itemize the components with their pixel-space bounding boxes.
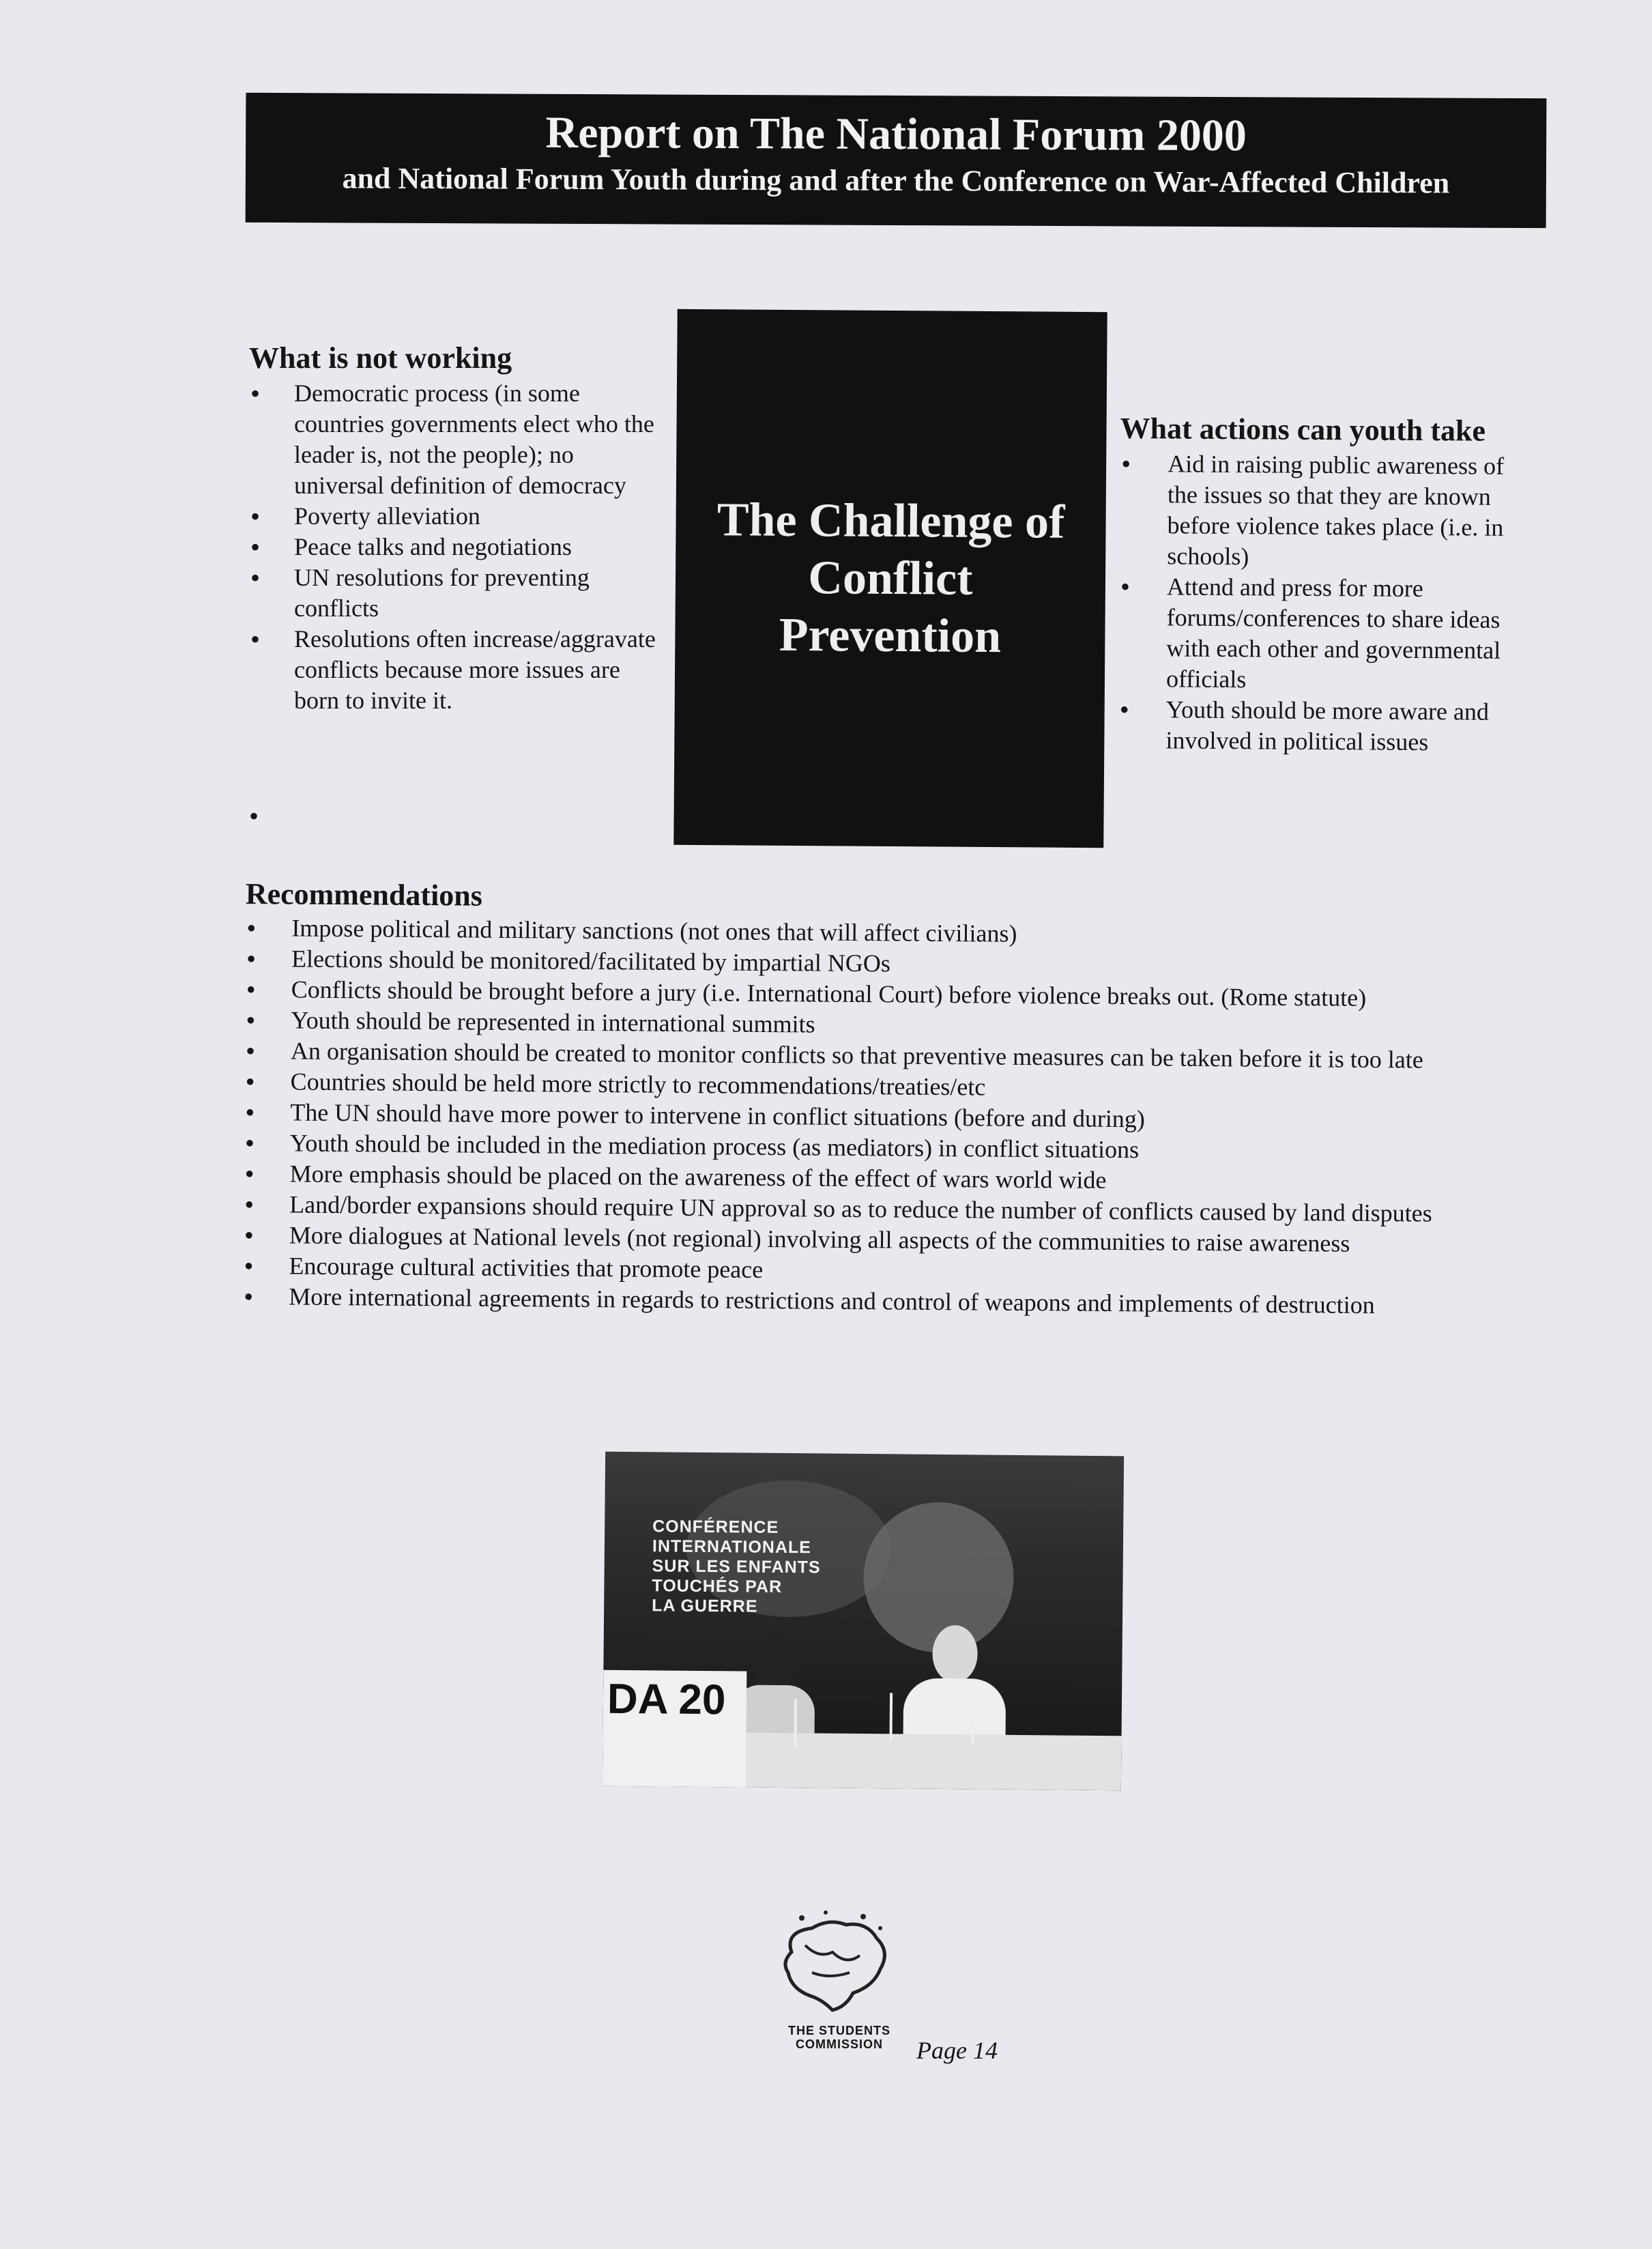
list-item: • Aid in raising public awareness of the issues so that they are known before violence takes place (i.e. in schools) — [1119, 448, 1529, 574]
not-working-heading: What is not working — [249, 341, 512, 375]
list-item: • Land/border expansions should require UN approval so as to reduce the number of conflicts caused by land disputes — [243, 1189, 1539, 1230]
list-item: • More emphasis should be placed on the awareness of the effect of wars world wide — [243, 1158, 1539, 1199]
list-item: • Poverty alleviation — [249, 501, 658, 532]
list-item: • More international agreements in regards to restrictions and control of weapons and implements of destruction — [242, 1281, 1539, 1322]
report-header-banner — [246, 93, 1547, 228]
not-working-list — [249, 378, 658, 716]
list-item: • Encourage cultural activities that promote peace — [242, 1250, 1539, 1291]
list-item: • Youth should be more aware and involved in political issues — [1118, 694, 1528, 758]
youth-actions-list — [1118, 448, 1529, 758]
list-item: • Elections should be monitored/facilitated by impartial NGOs — [245, 943, 1541, 984]
banner-fragment: DA 20 — [603, 1670, 747, 1788]
logo-text: THE STUDENTS COMMISSION — [787, 2024, 890, 2051]
list-item: • UN resolutions for preventing conflicts — [249, 562, 658, 624]
list-item: • Attend and press for more forums/conferences to share ideas with each other and governmental officials — [1118, 571, 1528, 697]
list-item: • Impose political and military sanctions (not ones that will affect civilians) — [245, 913, 1541, 954]
microphone-icon — [889, 1693, 893, 1741]
challenge-feature-box — [673, 309, 1107, 848]
list-item: • Countries should be held more strictly to recommendations/treaties/etc — [244, 1066, 1540, 1107]
youth-actions-section — [1118, 412, 1530, 758]
recommendations-heading: Recommendations — [245, 877, 483, 913]
report-title: Report on The National Forum 2000 — [545, 107, 1247, 161]
challenge-title: The Challenge of Conflict Prevention — [716, 493, 1065, 663]
list-item: • Conflicts should be brought before a jury (i.e. International Court) before violence breaks out. (Rome statute) — [245, 974, 1541, 1015]
recommendations-list — [242, 913, 1542, 1322]
conference-sign: CONFÉRENCE INTERNATIONALE SUR LES ENFANTS TOUCHÉS PAR LA GUERRE — [652, 1517, 821, 1616]
empty-bullet: • — [249, 801, 259, 831]
students-commission-logo-icon — [764, 1904, 901, 2027]
list-item: • Resolutions often increase/aggravate conflicts because more issues are born to invite it. — [249, 624, 658, 716]
list-item: • Youth should be represented in international summits — [244, 1005, 1541, 1046]
youth-actions-heading: What actions can youth take — [1120, 411, 1486, 448]
microphone-icon — [794, 1699, 797, 1747]
list-item: • Democratic process (in some countries governments elect who the leader is, not the people); no universal definition of democracy — [249, 378, 658, 501]
report-subtitle: and National Forum Youth during and after the Conference on War-Affected Children — [342, 161, 1450, 200]
list-item: • Peace talks and negotiations — [249, 532, 658, 562]
microphone-icon — [971, 1697, 974, 1745]
list-item: • The UN should have more power to intervene in conflict situations (before and during) — [244, 1097, 1540, 1138]
not-working-section — [249, 341, 658, 716]
list-item: • An organisation should be created to monitor conflicts so that preventive measures can be taken before it is too late — [244, 1035, 1541, 1076]
conference-photo — [603, 1452, 1124, 1791]
list-item: • Youth should be included in the mediation process (as mediators) in conflict situations — [244, 1128, 1540, 1169]
page-number: Page 14 — [916, 2037, 998, 2064]
list-item: • More dialogues at National levels (not regional) involving all aspects of the communities to raise awareness — [243, 1220, 1539, 1261]
recommendations-section — [242, 877, 1542, 1322]
